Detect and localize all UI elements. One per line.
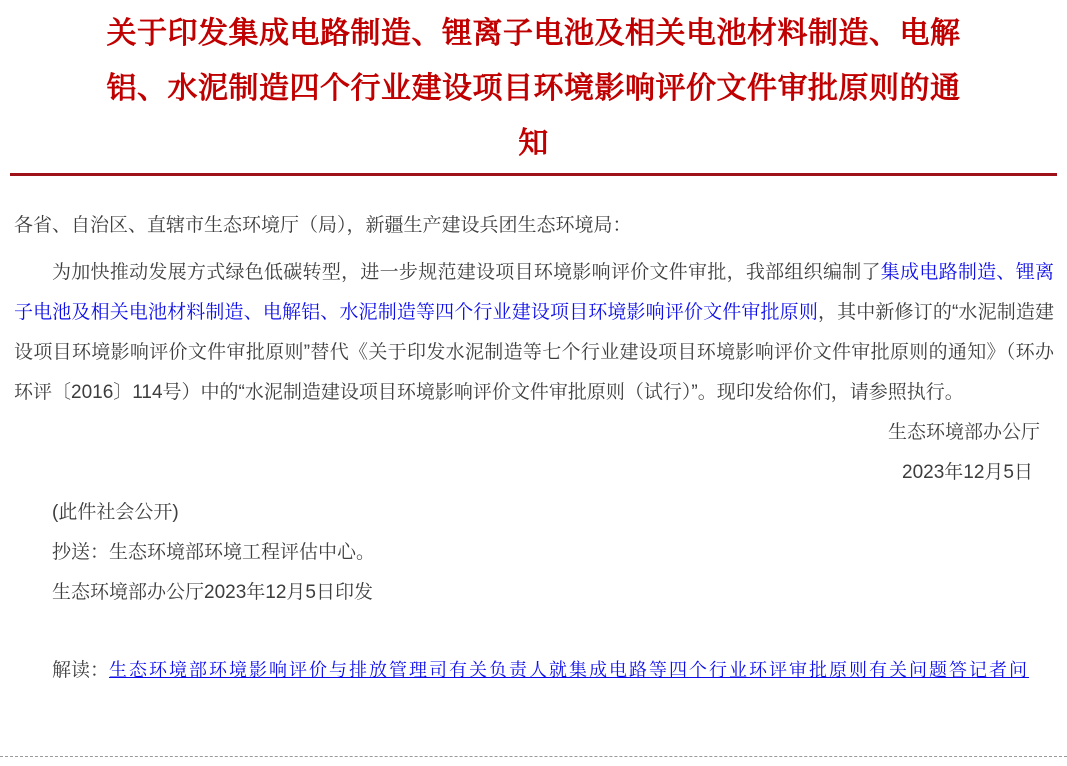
note-cc: 抄送：生态环境部环境工程评估中心。	[52, 542, 376, 563]
approval-principles-link[interactable]: 集成电路制造、锂离子电池及相关电池材料制造、电解铝、水泥制造等四个行业建设项目环境影响评价文件审批原则	[14, 262, 1054, 323]
doc-title-line-1: 关于印发集成电路制造、锂离子电池及相关电池材料制造、电解	[106, 17, 961, 50]
interpretation-label: 解读：	[52, 660, 110, 681]
bottom-dotted-divider	[0, 756, 1067, 757]
body-text-after-link: ，其中新修订的“水泥制造建设项目环境影响评价文件审批原则”替代《关于印发水泥制造等七个行业建设项目环境影响评价文件审批原则的通知》（环办环评〔2016〕114号）中的“水泥制造建设项目环境影响评价文件审批原则（试行）”。现印发给你们，请参照执行。	[14, 302, 1054, 403]
salutation: 各省、自治区、直辖市生态环境厅（局），新疆生产建设兵团生态环境局：	[14, 215, 632, 236]
document-page	[0, 6, 1067, 691]
body-paragraph	[14, 253, 1054, 413]
note-public-disclosure: (此件社会公开)	[52, 502, 179, 523]
interpretation-link[interactable]: 生态环境部环境影响评价与排放管理司有关负责人就集成电路等四个行业环评审批原则有关问题答记者问	[109, 660, 1030, 680]
signature-block	[14, 413, 1054, 493]
body-text-before-link: 为加快推动发展方式绿色低碳转型，进一步规范建设项目环境影响评价文件审批，我部组织编制了	[52, 262, 881, 283]
interpretation-row	[14, 650, 1054, 691]
document-body	[0, 206, 1067, 691]
doc-title	[0, 6, 1067, 171]
note-issued: 生态环境部办公厅2023年12月5日印发	[52, 582, 373, 603]
title-divider-line	[10, 173, 1057, 176]
doc-title-line-2: 铝、水泥制造四个行业建设项目环境影响评价文件审批原则的通	[106, 72, 961, 105]
notes-block	[14, 493, 1054, 613]
doc-title-line-3: 知	[518, 127, 549, 160]
signature-org: 生态环境部办公厅	[887, 422, 1040, 443]
signature-date: 2023年12月5日	[902, 462, 1033, 483]
